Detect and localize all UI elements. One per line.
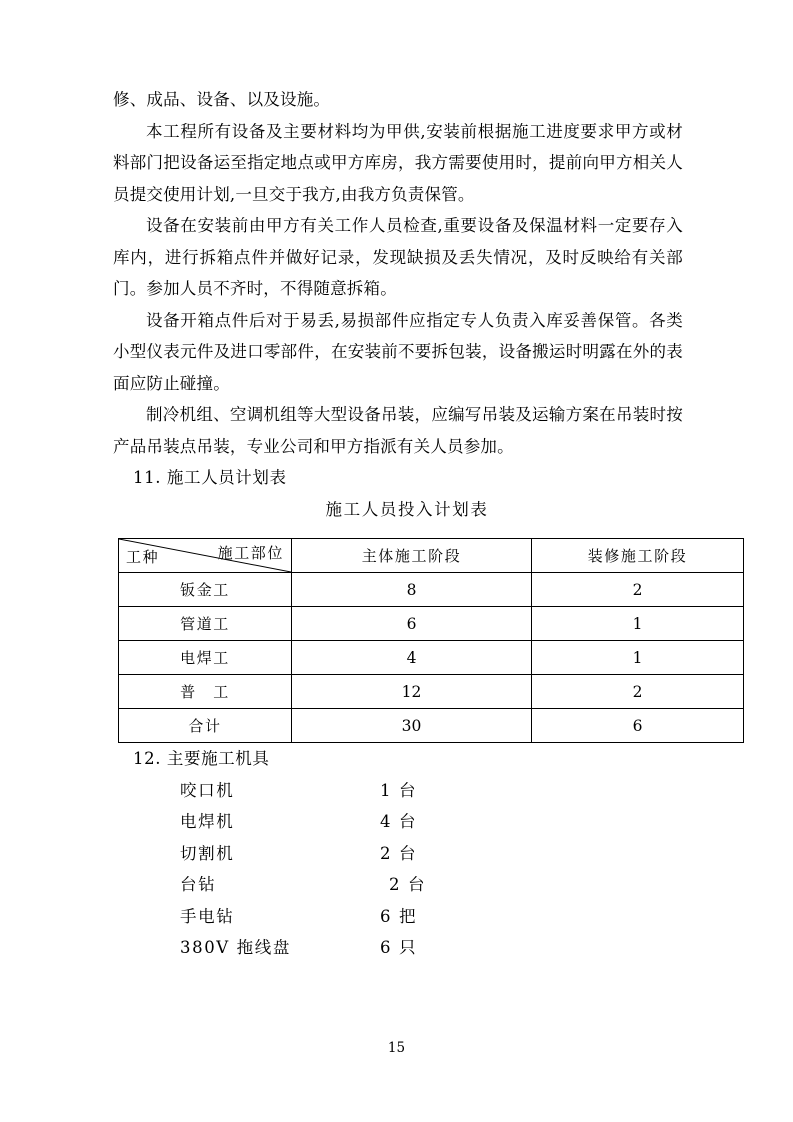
- section-heading-11: 11. 施工人员计划表: [133, 468, 287, 487]
- paragraph: 制冷机组、空调机组等大型设备吊装，应编写吊装及运输方案在吊装时按产品吊装点吊装，专业公司和甲方指派有关人员参加。: [113, 405, 683, 456]
- cell-trade: 普 工: [119, 675, 292, 709]
- equipment-quantity: 2 台: [380, 843, 418, 863]
- table-row: [119, 607, 744, 641]
- equipment-name: 咬口机: [180, 780, 235, 800]
- personnel-plan-table: [118, 538, 744, 743]
- table-row-total: [119, 709, 744, 743]
- equipment-name: 电焊机: [180, 812, 235, 831]
- cell-main-stage: 12: [292, 675, 532, 709]
- table-row: [119, 641, 744, 675]
- corner-column-label: 施工部位: [217, 544, 284, 562]
- equipment-quantity: 4 台: [380, 812, 418, 831]
- cell-decoration-stage: 1: [532, 607, 744, 641]
- list-item: [113, 806, 683, 838]
- cell-decoration-stage: 6: [532, 709, 744, 743]
- list-item: [113, 838, 683, 870]
- paragraph: 设备在安装前由甲方有关工作人员检查,重要设备及保温材料一定要存入库内，进行拆箱点件并做好记录，发现缺损及丢失情况，及时反映给有关部门。参加人员不齐时，不得随意拆箱。: [113, 216, 683, 298]
- equipment-quantity: 6 把: [380, 906, 418, 926]
- list-item: [113, 932, 683, 964]
- cell-trade: 电焊工: [119, 641, 292, 675]
- table-header-row: [119, 539, 744, 573]
- table-corner-cell: [119, 539, 292, 573]
- equipment-quantity: 2 台: [389, 875, 427, 894]
- cell-decoration-stage: 2: [532, 675, 744, 709]
- list-item: [113, 869, 683, 901]
- cell-trade: 钣金工: [119, 573, 292, 607]
- list-item: [113, 901, 683, 933]
- equipment-list: [113, 775, 683, 964]
- table-row: [119, 675, 744, 709]
- equipment-name: 台钻: [180, 875, 217, 894]
- equipment-quantity: 6 只: [380, 938, 418, 957]
- table-row: [119, 573, 744, 607]
- cell-decoration-stage: 1: [532, 641, 744, 675]
- cell-trade: 合计: [119, 709, 292, 743]
- equipment-name: 手电钻: [180, 906, 235, 926]
- section-heading-12: 12. 主要施工机具: [133, 749, 270, 768]
- personnel-table-title: 施工人员投入计划表: [325, 499, 489, 519]
- cell-main-stage: 30: [292, 709, 532, 743]
- cell-main-stage: 4: [292, 641, 532, 675]
- paragraph: 设备开箱点件后对于易丢,易损部件应指定专人负责入库妥善保管。各类小型仪表元件及进口零部件，在安装前不要拆包装，设备搬运时明露在外的表面应防止碰撞。: [113, 310, 683, 393]
- cell-main-stage: 6: [292, 607, 532, 641]
- equipment-name: 切割机: [180, 843, 235, 863]
- cell-trade: 管道工: [119, 607, 292, 641]
- list-item: [113, 775, 683, 807]
- corner-row-label: 工种: [126, 548, 160, 566]
- column-header-decoration-stage: 装修施工阶段: [532, 539, 744, 573]
- equipment-quantity: 1 台: [380, 780, 418, 800]
- column-header-main-stage: 主体施工阶段: [292, 539, 532, 573]
- cell-main-stage: 8: [292, 573, 532, 607]
- equipment-name: 380V 拖线盘: [180, 938, 291, 957]
- paragraph: 修、成品、设备、以及设施。: [113, 90, 331, 109]
- paragraph: 本工程所有设备及主要材料均为甲供,安装前根据施工进度要求甲方或材料部门把设备运至指定地点或甲方库房，我方需要使用时，提前向甲方相关人员提交使用计划,一旦交于我方,由我方负责保管。: [113, 121, 683, 204]
- cell-decoration-stage: 2: [532, 573, 744, 607]
- page-number: 15: [387, 1040, 406, 1056]
- personnel-table-wrapper: [118, 538, 688, 743]
- page-content: [113, 84, 688, 964]
- body-paragraphs: [113, 84, 683, 462]
